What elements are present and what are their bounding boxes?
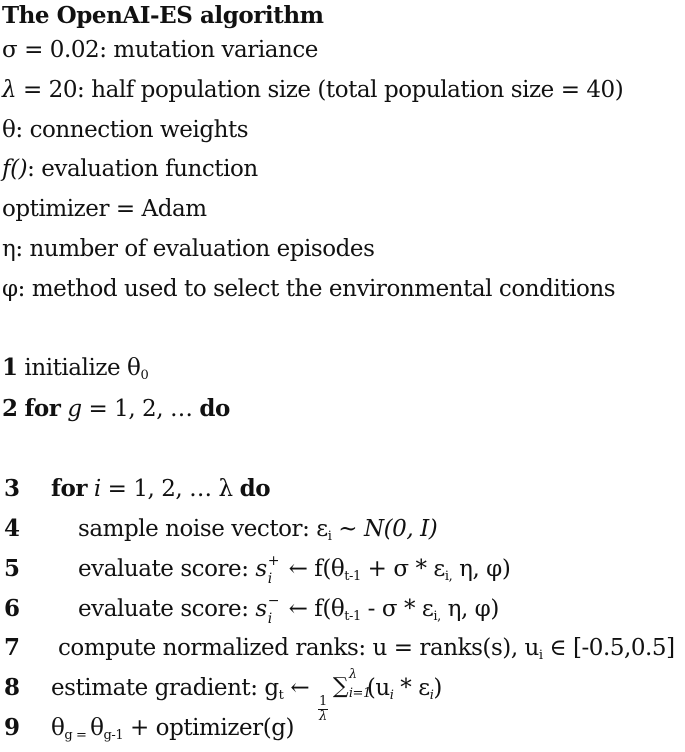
param-f: f(): evaluation function (2, 156, 258, 182)
param-theta: θ: connection weights (2, 117, 249, 143)
fraction-one-over-lambda: $\frac{1}{\lambda}$ (319, 694, 327, 724)
param-eta: η: number of evaluation episodes (2, 236, 375, 262)
param-lambda: λ = 20: half population size (total population size = 40) (2, 77, 624, 103)
algorithm-document: The OpenAI-ES algorithm σ = 0.02: mutation variance λ = 20: half population size (total population size = 40) θ: connection weights f(): evaluation function optimizer = Adam η: number of evaluation episodes φ: method used to select the environmental conditions 1 initialize $\theta_0$ 2 for g = 1, 2, … do 3 for i = 1, 2, … λ do 4 sample noise vector: $\varepsilon_i$ ~ N(0, I) 5 evaluate score: s + i ← $f(\theta_{t-1} + \sigma * \varepsilon_{i,}$ η, φ) 6 evaluate score: s − i ← $f(\theta_{t-1}$ - σ * $\varepsilon_{i,}$ η, φ) 7 compute normalized ranks: u = ranks(s), $u_i$ ∈ [-0.5,0.5] 8 estimate gradient: $g_t$ ← $\frac{1}{\lambda}$ ∑ λ i=1 $(u_i * \varepsilon_i)$ 9 $\theta_{g =}$ $\theta_{g-1}$ + optimizer(g) (2, 2, 675, 743)
algorithm-title: The OpenAI-ES algorithm (2, 2, 324, 29)
step-1: 1 initialize $\theta_0$ (2, 354, 149, 383)
step-2: 2 for g = 1, 2, … do (2, 395, 230, 422)
summation: ∑ λ i=1 (332, 667, 371, 701)
param-phi: φ: method used to select the environmental conditions (2, 276, 616, 302)
param-optimizer: optimizer = Adam (2, 196, 207, 222)
param-sigma: σ = 0.02: mutation variance (2, 37, 318, 63)
